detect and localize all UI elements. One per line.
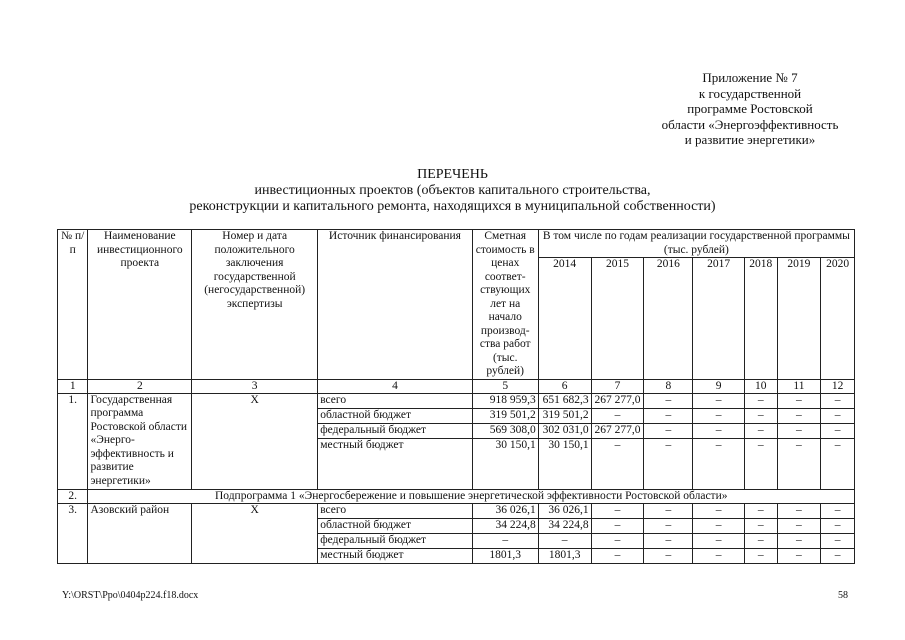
header-years-group: В том числе по годам реализации государственной программы (тыс. рублей) bbox=[538, 230, 854, 258]
header-year: 2019 bbox=[777, 258, 821, 380]
year-value: 302 031,0 bbox=[538, 423, 591, 438]
document-subtitle: реконструкции и капитального ремонта, находящихся в муниципальной собственности) bbox=[189, 199, 716, 214]
project-name: Азовский район bbox=[88, 504, 192, 564]
year-value: – bbox=[777, 534, 821, 549]
row-num: 2. bbox=[58, 489, 88, 504]
cost-value: 34 224,8 bbox=[472, 519, 538, 534]
header-source: Источник финансирования bbox=[318, 230, 473, 380]
year-value: – bbox=[821, 408, 855, 423]
table-row bbox=[58, 393, 855, 408]
funding-source: областной бюджет bbox=[318, 408, 473, 423]
funding-source: федеральный бюджет bbox=[318, 423, 473, 438]
year-value: – bbox=[745, 423, 778, 438]
year-value: – bbox=[777, 519, 821, 534]
column-number: 6 bbox=[538, 379, 591, 393]
document-subtitle: инвестиционных проектов (объектов капитального строительства, bbox=[254, 183, 651, 198]
column-numbers-row bbox=[58, 379, 855, 393]
year-value: – bbox=[777, 408, 821, 423]
column-number: 4 bbox=[318, 379, 473, 393]
year-value: – bbox=[591, 519, 644, 534]
header-name: Наименование инвестиционного проекта bbox=[88, 230, 192, 380]
appendix-line: области «Энергоэффективность bbox=[661, 116, 839, 132]
appendix-line: Приложение № 7 bbox=[702, 70, 798, 85]
year-value: – bbox=[777, 438, 821, 489]
header-year: 2016 bbox=[644, 258, 693, 380]
year-value: – bbox=[821, 438, 855, 489]
year-value: – bbox=[644, 393, 693, 408]
cost-value: 30 150,1 bbox=[472, 438, 538, 489]
year-value: – bbox=[693, 408, 745, 423]
investment-projects-table bbox=[57, 229, 855, 564]
file-path-footer: Y:\ORST\Ppo\0404p224.f18.docx bbox=[62, 590, 199, 601]
year-value: – bbox=[821, 393, 855, 408]
year-value: – bbox=[745, 438, 778, 489]
document-title: ПЕРЕЧЕНЬ bbox=[417, 167, 488, 182]
column-number: 11 bbox=[777, 379, 821, 393]
funding-source: всего bbox=[318, 393, 473, 408]
year-value: – bbox=[777, 549, 821, 564]
year-value: – bbox=[591, 549, 644, 564]
year-value: – bbox=[777, 504, 821, 519]
year-value: – bbox=[745, 408, 778, 423]
cost-value: 36 026,1 bbox=[472, 504, 538, 519]
column-number: 10 bbox=[745, 379, 778, 393]
year-value: – bbox=[821, 423, 855, 438]
year-value: – bbox=[745, 504, 778, 519]
appendix-header bbox=[620, 70, 880, 148]
year-value: – bbox=[777, 423, 821, 438]
header-num: № п/п bbox=[58, 230, 88, 380]
year-value: – bbox=[745, 519, 778, 534]
year-value: 36 026,1 bbox=[538, 504, 591, 519]
header-expertise: Номер и дата положительного заключения государственной (негосударственной) экспертизы bbox=[192, 230, 318, 380]
year-value: – bbox=[821, 534, 855, 549]
year-value: – bbox=[693, 534, 745, 549]
year-value: 651 682,3 bbox=[538, 393, 591, 408]
year-value: – bbox=[591, 534, 644, 549]
year-value: – bbox=[591, 504, 644, 519]
funding-source: местный бюджет bbox=[318, 438, 473, 489]
year-value: 34 224,8 bbox=[538, 519, 591, 534]
year-value: 319 501,2 bbox=[538, 408, 591, 423]
year-value: – bbox=[693, 519, 745, 534]
cost-value: 319 501,2 bbox=[472, 408, 538, 423]
header-cost: Сметная стоимость в ценах соответ-ствующих лет на начало производ-ства работ (тыс. рублей) bbox=[472, 230, 538, 380]
year-value: – bbox=[644, 423, 693, 438]
expertise-value: Х bbox=[192, 504, 318, 564]
year-value: – bbox=[644, 408, 693, 423]
year-value: – bbox=[591, 408, 644, 423]
funding-source: федеральный бюджет bbox=[318, 534, 473, 549]
column-number: 1 bbox=[58, 379, 88, 393]
appendix-line: программе Ростовской bbox=[687, 101, 813, 116]
header-year: 2017 bbox=[693, 258, 745, 380]
year-value: – bbox=[693, 438, 745, 489]
year-value: – bbox=[745, 534, 778, 549]
header-year: 2015 bbox=[591, 258, 644, 380]
cost-value: 918 959,3 bbox=[472, 393, 538, 408]
column-number: 8 bbox=[644, 379, 693, 393]
year-value: – bbox=[644, 534, 693, 549]
column-number: 3 bbox=[192, 379, 318, 393]
year-value: 30 150,1 bbox=[538, 438, 591, 489]
cost-value: – bbox=[472, 534, 538, 549]
appendix-line: к государственной bbox=[698, 85, 802, 101]
header-row bbox=[58, 230, 855, 258]
header-year: 2020 bbox=[821, 258, 855, 380]
year-value: – bbox=[644, 504, 693, 519]
year-value: – bbox=[693, 504, 745, 519]
expertise-value: Х bbox=[192, 393, 318, 489]
table-row bbox=[58, 504, 855, 519]
column-number: 2 bbox=[88, 379, 192, 393]
row-num: 1. bbox=[58, 393, 88, 489]
year-value: – bbox=[745, 549, 778, 564]
year-value: – bbox=[693, 549, 745, 564]
header-year: 2018 bbox=[745, 258, 778, 380]
appendix-line: и развитие энергетики» bbox=[684, 132, 816, 147]
year-value: – bbox=[693, 423, 745, 438]
column-number: 5 bbox=[472, 379, 538, 393]
year-value: – bbox=[777, 393, 821, 408]
year-value: – bbox=[591, 438, 644, 489]
funding-source: областной бюджет bbox=[318, 519, 473, 534]
year-value: – bbox=[538, 534, 591, 549]
column-number: 12 bbox=[821, 379, 855, 393]
year-value: – bbox=[821, 549, 855, 564]
year-value: – bbox=[644, 549, 693, 564]
project-name: Государственная программа Ростовской области «Энерго-эффективность и развитие энергетики» bbox=[88, 393, 192, 489]
year-value: – bbox=[644, 438, 693, 489]
header-year: 2014 bbox=[538, 258, 591, 380]
year-value: – bbox=[644, 519, 693, 534]
year-value: – bbox=[821, 504, 855, 519]
page-number: 58 bbox=[838, 590, 848, 601]
column-number: 9 bbox=[693, 379, 745, 393]
year-value: 1801,3 bbox=[538, 549, 591, 564]
funding-source: всего bbox=[318, 504, 473, 519]
funding-source: местный бюджет bbox=[318, 549, 473, 564]
year-value: – bbox=[745, 393, 778, 408]
row-num: 3. bbox=[58, 504, 88, 564]
cost-value: 1801,3 bbox=[472, 549, 538, 564]
year-value: 267 277,0 bbox=[591, 393, 644, 408]
subprogram-row bbox=[58, 489, 855, 504]
cost-value: 569 308,0 bbox=[472, 423, 538, 438]
column-number: 7 bbox=[591, 379, 644, 393]
year-value: – bbox=[821, 519, 855, 534]
year-value: 267 277,0 bbox=[591, 423, 644, 438]
year-value: – bbox=[693, 393, 745, 408]
subprogram-title: Подпрограмма 1 «Энергосбережение и повышение энергетической эффективности Ростовской области» bbox=[88, 489, 855, 504]
